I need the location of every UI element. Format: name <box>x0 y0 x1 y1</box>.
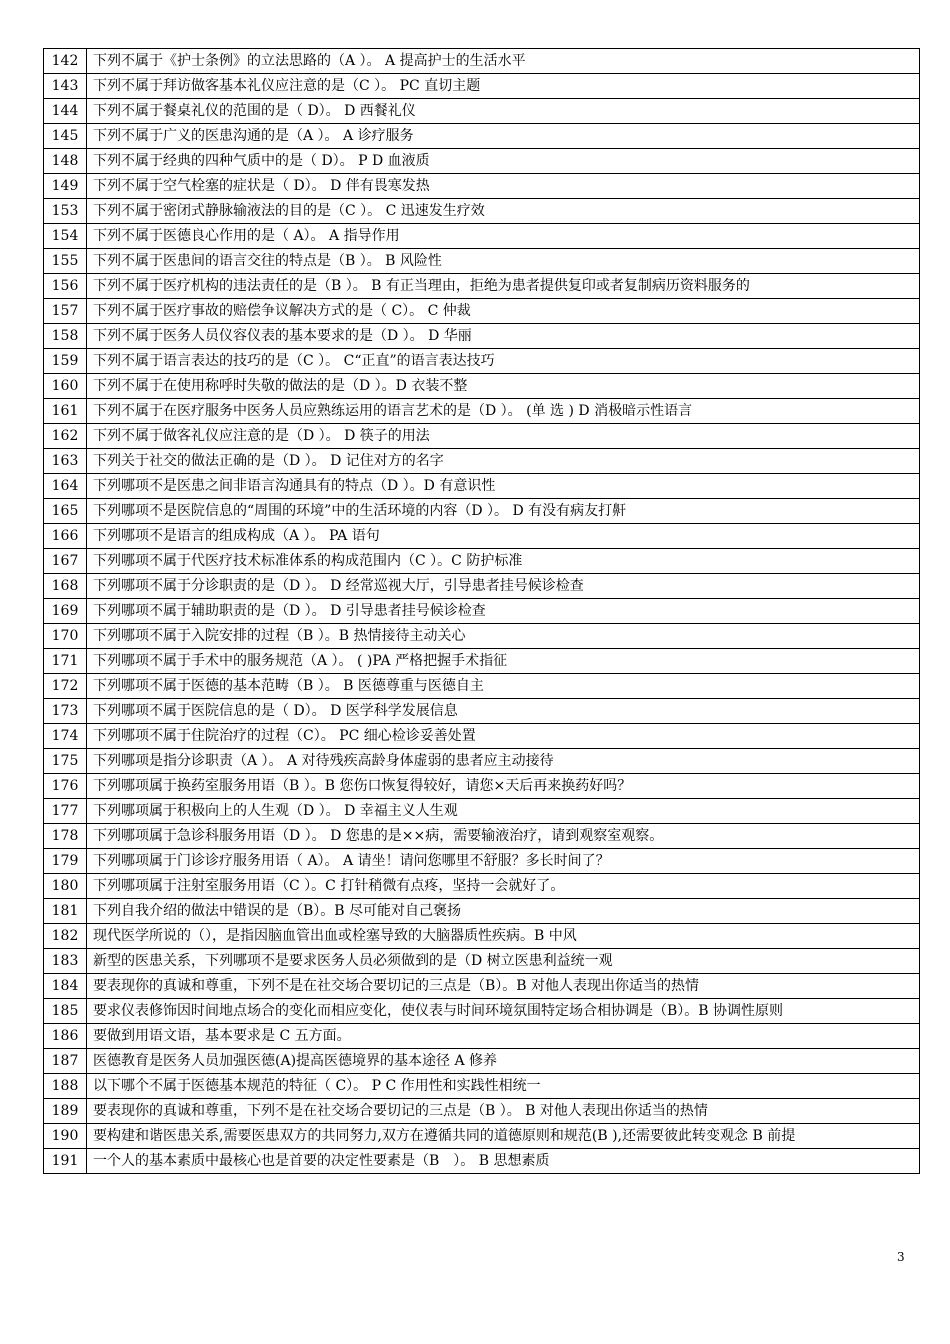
table-row <box>44 699 920 724</box>
row-question-text: 下列哪项不属于分诊职责的是（D ）。 D 经常巡视大厅，引导患者挂号候诊检查 <box>87 574 920 599</box>
table-row <box>44 799 920 824</box>
row-question-text: 下列不属于医患间的语言交往的特点是（B ）。 B 风险性 <box>87 249 920 274</box>
row-number: 172 <box>44 674 87 699</box>
row-question-text: 下列不属于广义的医患沟通的是（A ）。 A 诊疗服务 <box>87 124 920 149</box>
row-question-text: 下列哪项不属于住院治疗的过程（C）。 PC 细心检诊妥善处置 <box>87 724 920 749</box>
row-number: 184 <box>44 974 87 999</box>
row-question-text: 以下哪个不属于医德基本规范的特征（ C）。 P C 作用性和实践性相统一 <box>87 1074 920 1099</box>
row-number: 168 <box>44 574 87 599</box>
row-question-text: 下列哪项属于急诊科服务用语（D ）。 D 您患的是××病，需要输液治疗，请到观察室观察。 <box>87 824 920 849</box>
row-question-text: 要做到用语文语，基本要求是 C 五方面。 <box>87 1024 920 1049</box>
row-number: 157 <box>44 299 87 324</box>
row-number: 178 <box>44 824 87 849</box>
table-row <box>44 424 920 449</box>
row-question-text: 下列不属于在医疗服务中医务人员应熟练运用的语言艺术的是（D ）。 (单 选 ) D 消极暗示性语言 <box>87 399 920 424</box>
table-row <box>44 224 920 249</box>
row-number: 180 <box>44 874 87 899</box>
row-question-text: 要构建和谐医患关系,需要医患双方的共同努力,双方在遵循共同的道德原则和规范(B ),还需要彼此转变观念 B 前提 <box>87 1124 920 1149</box>
table-row <box>44 299 920 324</box>
row-number: 185 <box>44 999 87 1024</box>
table-row <box>44 274 920 299</box>
row-number: 159 <box>44 349 87 374</box>
row-question-text: 下列自我介绍的做法中错误的是（B）。B 尽可能对自己褒扬 <box>87 899 920 924</box>
row-number: 183 <box>44 949 87 974</box>
table-row <box>44 174 920 199</box>
row-number: 182 <box>44 924 87 949</box>
table-row <box>44 899 920 924</box>
row-number: 188 <box>44 1074 87 1099</box>
row-question-text: 下列不属于空气栓塞的症状是（ D）。 D 伴有畏寒发热 <box>87 174 920 199</box>
table-row <box>44 74 920 99</box>
row-question-text: 下列哪项不是语言的组成构成（A ）。 PA 语句 <box>87 524 920 549</box>
row-number: 177 <box>44 799 87 824</box>
row-number: 154 <box>44 224 87 249</box>
table-row <box>44 324 920 349</box>
table-row <box>44 649 920 674</box>
row-number: 175 <box>44 749 87 774</box>
table-row <box>44 674 920 699</box>
row-question-text: 下列不属于《护士条例》的立法思路的（A ）。 A 提高护士的生活水平 <box>87 49 920 74</box>
row-question-text: 要表现你的真诚和尊重，下列不是在社交场合要切记的三点是（B）。B 对他人表现出你适当的热情 <box>87 974 920 999</box>
row-number: 181 <box>44 899 87 924</box>
question-table-body <box>44 49 920 1174</box>
row-number: 165 <box>44 499 87 524</box>
table-row <box>44 249 920 274</box>
row-number: 161 <box>44 399 87 424</box>
row-number: 145 <box>44 124 87 149</box>
row-number: 187 <box>44 1049 87 1074</box>
row-number: 156 <box>44 274 87 299</box>
row-question-text: 下列哪项不是医患之间非语言沟通具有的特点（D ）。D 有意识性 <box>87 474 920 499</box>
table-row <box>44 49 920 74</box>
table-row <box>44 599 920 624</box>
row-number: 158 <box>44 324 87 349</box>
table-row <box>44 1099 920 1124</box>
row-question-text: 下列哪项不是医院信息的“周围的环境”中的生活环境的内容（D ）。 D 有没有病友打鼾 <box>87 499 920 524</box>
row-number: 189 <box>44 1099 87 1124</box>
table-row <box>44 724 920 749</box>
table-row <box>44 124 920 149</box>
table-row <box>44 924 920 949</box>
row-question-text: 下列不属于拜访做客基本礼仪应注意的是（C ）。 PC 直切主题 <box>87 74 920 99</box>
row-question-text: 下列哪项属于积极向上的人生观（D ）。 D 幸福主义人生观 <box>87 799 920 824</box>
row-number: 162 <box>44 424 87 449</box>
row-question-text: 要求仪表修饰因时间地点场合的变化而相应变化，使仪表与时间环境氛围特定场合相协调是（B）。B 协调性原则 <box>87 999 920 1024</box>
row-question-text: 下列不属于做客礼仪应注意的是（D ）。 D 筷子的用法 <box>87 424 920 449</box>
row-question-text: 下列关于社交的做法正确的是（D ）。 D 记住对方的名字 <box>87 449 920 474</box>
row-number: 167 <box>44 549 87 574</box>
row-question-text: 下列不属于医务人员仪容仪表的基本要求的是（D ）。 D 华丽 <box>87 324 920 349</box>
row-number: 176 <box>44 774 87 799</box>
row-question-text: 下列不属于在使用称呼时失敬的做法的是（D ）。D 衣装不整 <box>87 374 920 399</box>
row-number: 173 <box>44 699 87 724</box>
table-row <box>44 474 920 499</box>
row-question-text: 下列不属于医德良心作用的是（ A）。 A 指导作用 <box>87 224 920 249</box>
row-number: 160 <box>44 374 87 399</box>
table-row <box>44 574 920 599</box>
row-number: 179 <box>44 849 87 874</box>
row-question-text: 现代医学所说的（），是指因脑血管出血或栓塞导致的大脑器质性疾病。B 中风 <box>87 924 920 949</box>
table-row <box>44 199 920 224</box>
table-row <box>44 1074 920 1099</box>
table-row <box>44 974 920 999</box>
table-row <box>44 499 920 524</box>
row-number: 170 <box>44 624 87 649</box>
page-number: 3 <box>897 1250 905 1264</box>
row-number: 149 <box>44 174 87 199</box>
row-number: 169 <box>44 599 87 624</box>
row-question-text: 下列哪项不属于入院安排的过程（B ）。B 热情接待主动关心 <box>87 624 920 649</box>
table-row <box>44 1124 920 1149</box>
row-number: 186 <box>44 1024 87 1049</box>
row-question-text: 下列哪项不属于代医疗技术标准体系的构成范围内（C ）。C 防护标准 <box>87 549 920 574</box>
row-question-text: 一个人的基本素质中最核心也是首要的决定性要素是（B ）。 B 思想素质 <box>87 1149 920 1174</box>
row-question-text: 下列哪项不属于医院信息的是（ D）。 D 医学科学发展信息 <box>87 699 920 724</box>
row-question-text: 新型的医患关系，下列哪项不是要求医务人员必须做到的是（D 树立医患利益统一观 <box>87 949 920 974</box>
row-question-text: 医德教育是医务人员加强医德(A)提高医德境界的基本途径 A 修养 <box>87 1049 920 1074</box>
table-row <box>44 999 920 1024</box>
table-row <box>44 774 920 799</box>
table-row <box>44 849 920 874</box>
table-row <box>44 149 920 174</box>
table-row <box>44 949 920 974</box>
row-question-text: 下列不属于密闭式静脉输液法的目的是（C ）。 C 迅速发生疗效 <box>87 199 920 224</box>
row-question-text: 下列不属于语言表达的技巧的是（C ）。 C“正直”的语言表达技巧 <box>87 349 920 374</box>
row-question-text: 下列不属于经典的四种气质中的是（ D）。 P D 血液质 <box>87 149 920 174</box>
row-number: 190 <box>44 1124 87 1149</box>
row-number: 153 <box>44 199 87 224</box>
table-row <box>44 1149 920 1174</box>
row-number: 144 <box>44 99 87 124</box>
row-number: 191 <box>44 1149 87 1174</box>
table-row <box>44 874 920 899</box>
row-question-text: 下列哪项不属于医德的基本范畴（B ）。 B 医德尊重与医德自主 <box>87 674 920 699</box>
table-row <box>44 99 920 124</box>
table-row <box>44 549 920 574</box>
question-table <box>43 48 920 1174</box>
row-number: 155 <box>44 249 87 274</box>
row-number: 166 <box>44 524 87 549</box>
row-number: 142 <box>44 49 87 74</box>
row-question-text: 下列不属于餐桌礼仪的范围的是（ D）。 D 西餐礼仪 <box>87 99 920 124</box>
row-number: 163 <box>44 449 87 474</box>
table-row <box>44 1024 920 1049</box>
table-row <box>44 449 920 474</box>
row-number: 143 <box>44 74 87 99</box>
row-question-text: 要表现你的真诚和尊重，下列不是在社交场合要切记的三点是（B ）。 B 对他人表现出你适当的热情 <box>87 1099 920 1124</box>
row-question-text: 下列不属于医疗事故的赔偿争议解决方式的是（ C）。 C 仲裁 <box>87 299 920 324</box>
row-question-text: 下列哪项属于换药室服务用语（B ）。B 您伤口恢复得较好，请您×天后再来换药好吗？ <box>87 774 920 799</box>
table-row <box>44 524 920 549</box>
table-row <box>44 1049 920 1074</box>
row-question-text: 下列哪项属于门诊诊疗服务用语（ A）。 A 请坐！请问您哪里不舒服？多长时间了？ <box>87 849 920 874</box>
row-question-text: 下列哪项是指分诊职责（A ）。 A 对待残疾高龄身体虚弱的患者应主动接待 <box>87 749 920 774</box>
table-row <box>44 824 920 849</box>
row-question-text: 下列哪项不属于手术中的服务规范（A ）。 ( )PA 严格把握手术指征 <box>87 649 920 674</box>
row-question-text: 下列不属于医疗机构的违法责任的是（B ）。 B 有正当理由，拒绝为患者提供复印或者复制病历资料服务的 <box>87 274 920 299</box>
table-row <box>44 374 920 399</box>
row-number: 148 <box>44 149 87 174</box>
row-number: 171 <box>44 649 87 674</box>
row-question-text: 下列哪项不属于辅助职责的是（D ）。 D 引导患者挂号候诊检查 <box>87 599 920 624</box>
row-number: 164 <box>44 474 87 499</box>
table-row <box>44 624 920 649</box>
table-row <box>44 349 920 374</box>
row-question-text: 下列哪项属于注射室服务用语（C ）。C 打针稍微有点疼，坚持一会就好了。 <box>87 874 920 899</box>
table-row <box>44 399 920 424</box>
table-row <box>44 749 920 774</box>
row-number: 174 <box>44 724 87 749</box>
